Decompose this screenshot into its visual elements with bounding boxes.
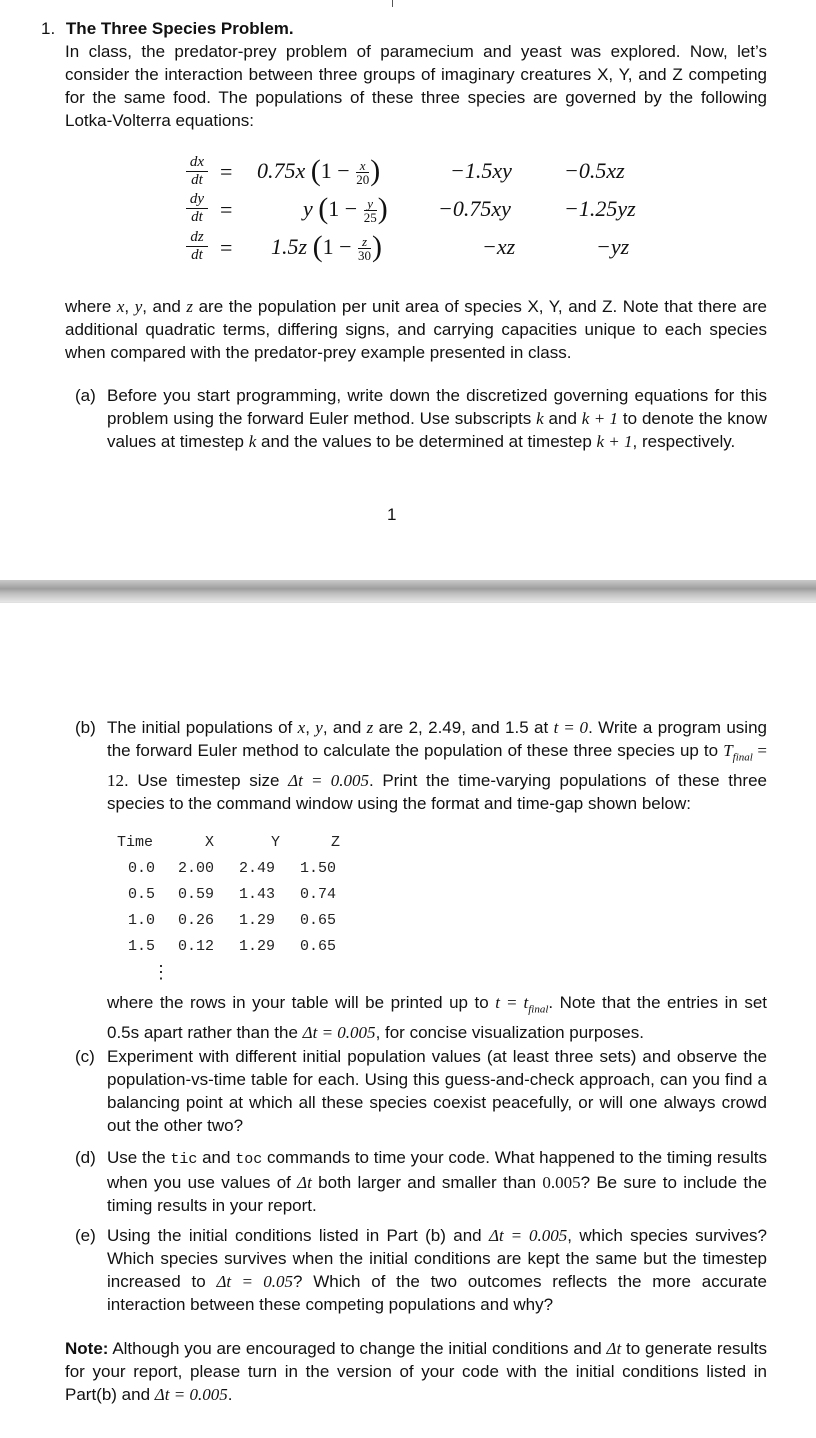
after-table-text: where the rows in your table will be printed up to $t = t_{final}$. Note that the entries in set 0.5s apart rather than the Δt = 0.005, for concise visualization purposes. (107, 993, 767, 1043)
eq2-term-yz: −1.25yz (564, 196, 636, 221)
table-cell: 1.29 (239, 938, 276, 955)
equals-1: = (220, 159, 233, 184)
part-b-text: The initial populations of x, y, and z are 2, 2.49, and 1.5 at t = 0. Write a program using the forward Euler method to calculate the population of these three species up to $T_{final} = 12$. Use timestep size Δt = 0.005. Print the time-varying populations of these three species to the command window using the format and time-gap shown below: (107, 718, 768, 814)
page-number: 1 (387, 505, 397, 524)
table-cell: 0.59 (178, 886, 215, 903)
eq1-term-xz: −0.5xz (564, 158, 625, 183)
note-paragraph: Note: Although you are encouraged to change the initial conditions and Δt to generate results for your report, please turn in the version of your code with the initial conditions listed in Part(b) and Δt = 0.005. (65, 1339, 767, 1404)
eq3-term-xz: −xz (482, 234, 516, 259)
part-e-text: Using the initial conditions listed in Part (b) and Δt = 0.005, which species survives? Which species survives when the initial conditions are kept the same but the timestep increased to Δt = 0.05? Which of the two outcomes reflects the more accurate interaction between these competing populations and why? (107, 1226, 767, 1314)
table-cell: 1.5 (128, 938, 156, 955)
table-cell: 0.5 (128, 886, 156, 903)
part-a-text: Before you start programming, write down the discretized governing equations for this problem using the forward Euler method. Use subscripts k and k + 1 to denote the know values at timestep k and the values to be determined at timestep k + 1, respectively. (107, 386, 767, 451)
page-separator (0, 580, 816, 602)
table-cell: 1.43 (239, 886, 276, 903)
table-cell: 1.29 (239, 912, 276, 929)
lhs-dz-dt: $\frac{dz}{dt}$ (186, 230, 208, 263)
page-top-tick (392, 0, 393, 7)
table-cell: 0.65 (300, 938, 337, 955)
table-header-time: Time (117, 834, 154, 851)
part-d-label: (d) (75, 1148, 96, 1167)
table-cell: 1.50 (300, 860, 337, 877)
eq2-logistic: y (1 − $\frac{y}{25}$ ) (303, 192, 388, 225)
table-cell: 0.74 (300, 886, 337, 903)
eq2-term-xy: −0.75xy (438, 196, 511, 221)
problem-number: 1. (41, 19, 56, 38)
part-c-label: (c) (75, 1047, 95, 1066)
table-cell: 2.49 (239, 860, 276, 877)
eq1-logistic: 0.75x (1 − $\frac{x}{20}$ ) (257, 154, 381, 187)
table-cell: 0.26 (178, 912, 215, 929)
table-cell: 0.0 (128, 860, 156, 877)
part-b-label: (b) (75, 718, 96, 737)
part-d-text: Use the tic and toc commands to time your code. What happened to the timing results when you use values of Δt both larger and smaller than 0.005? Be sure to include the timing results in your report. (107, 1148, 767, 1215)
eq3-logistic: 1.5z (1 − $\frac{z}{30}$ ) (271, 230, 382, 263)
eq3-term-yz: −yz (596, 234, 630, 259)
part-e-label: (e) (75, 1226, 96, 1245)
problem-title: The Three Species Problem. (65, 19, 294, 38)
table-cell: 2.00 (178, 860, 215, 877)
table-ellipsis: ⋮ (152, 962, 170, 982)
table-header-x: X (205, 834, 215, 851)
where-paragraph: where x, y, and z are the population per unit area of species X, Y, and Z. Note that there are additional quadratic terms, differing signs, and carrying capacities unique to each species when compared with the predator-prey example presented in class. (65, 297, 767, 362)
table-cell: 0.65 (300, 912, 337, 929)
equals-3: = (220, 235, 233, 260)
lotka-volterra-equations (150, 150, 710, 280)
eq1-term-xy: −1.5xy (450, 158, 512, 183)
equals-2: = (220, 197, 233, 222)
table-cell: 1.0 (128, 912, 156, 929)
part-c-text: Experiment with different initial population values (at least three sets) and observe the population-vs-time table for each. Using this guess-and-check approach, can you find a balancing point at which all these species coexist peacefully, or will one always crowd out the other two? (107, 1047, 767, 1135)
lhs-dx-dt: $\frac{dx}{dt}$ (186, 155, 208, 188)
part-a-label: (a) (75, 386, 96, 405)
problem-intro: In class, the predator-prey problem of paramecium and yeast was explored. Now, let’s consider the interaction between three groups of imaginary creatures X, Y, and Z competing for the same food. The populations of these three species are governed by the following Lotka-Volterra equations: (65, 42, 767, 130)
lhs-dy-dt: $\frac{dy}{dt}$ (186, 192, 208, 225)
table-header-y: Y (271, 834, 281, 851)
page-separator-line (0, 602, 816, 603)
population-table (0, 834, 816, 994)
table-cell: 0.12 (178, 938, 215, 955)
problem-header (41, 17, 771, 40)
table-header-z: Z (331, 834, 341, 851)
